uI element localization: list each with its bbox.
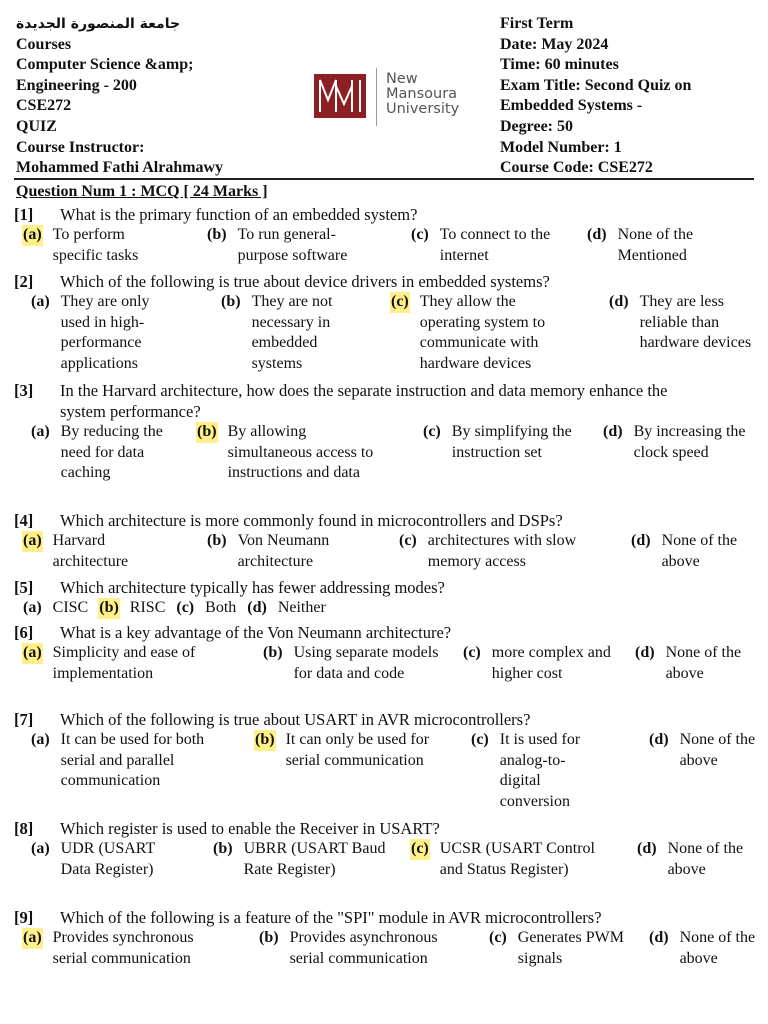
question-text: Which of the following is a feature of the "SPI" module in AVR microcontrollers?: [60, 908, 602, 927]
question-number: [7]: [14, 710, 34, 729]
option-letter: (d): [247, 599, 267, 616]
answer-option[interactable]: [212, 839, 392, 880]
option-letter: (a): [31, 423, 50, 440]
option-letter-correct: (c): [410, 839, 430, 860]
question-4: [14, 510, 754, 575]
answer-options: [14, 730, 754, 816]
question-number: [5]: [14, 578, 34, 597]
question-header: [14, 622, 754, 643]
option-letter-correct: (a): [22, 928, 43, 949]
answer-option[interactable]: [462, 643, 612, 684]
option-text: It is used for analog-to-digital conversion: [499, 731, 581, 810]
question-9: [14, 907, 754, 994]
question-7: [14, 709, 754, 816]
option-letter: (c): [463, 644, 481, 661]
answer-option[interactable]: [30, 292, 179, 374]
option-text: None of the Mentioned: [617, 226, 694, 264]
answer-options: [14, 643, 754, 707]
header-line: Degree: 50: [500, 117, 573, 135]
option-letter-correct: (a): [22, 225, 43, 246]
header-line: CSE272: [16, 97, 72, 115]
option-text: architectures with slow memory access: [427, 532, 577, 570]
header-line: Embedded Systems -: [500, 97, 643, 115]
option-text: CISC: [52, 599, 89, 616]
option-letter-correct: (b): [196, 422, 218, 443]
header-left: [16, 14, 316, 179]
option-text: Simplicity and ease of implementation: [52, 644, 196, 682]
option-text: They allow the operating system to communicate with hardware devices: [419, 293, 546, 372]
header-line: Computer Science &amp;: [16, 56, 194, 74]
option-text: To run general-purpose software: [237, 226, 348, 264]
option-letter: (b): [207, 532, 227, 549]
option-letter-correct: (c): [390, 292, 410, 313]
question-list: [14, 204, 754, 994]
logo-divider: [376, 68, 377, 126]
option-letter: (d): [631, 532, 651, 549]
question-number: [8]: [14, 819, 34, 838]
question-2: [14, 271, 754, 378]
option-text: It can only be used for serial communication: [285, 731, 430, 769]
header-line: First Term: [500, 15, 574, 32]
option-text: UCSR (USART Control and Status Register): [439, 840, 595, 878]
answer-option[interactable]: [98, 598, 165, 619]
option-text: By simplifying the instruction set: [451, 423, 572, 461]
answer-option[interactable]: [390, 292, 580, 374]
header-line: QUIZ: [16, 117, 57, 135]
question-header: [14, 907, 754, 928]
question-text: Which register is used to enable the Receiver in USART?: [60, 819, 440, 838]
answer-option[interactable]: [262, 643, 442, 684]
header-line: Date: May 2024: [500, 35, 609, 53]
option-text: It can be used for both serial and parallel communication: [60, 731, 205, 790]
question-6: [14, 622, 754, 707]
option-text: None of the above: [667, 840, 744, 878]
question-text: Which of the following is true about device drivers in embedded systems?: [60, 272, 550, 291]
answer-option[interactable]: [22, 225, 171, 266]
answer-option[interactable]: [175, 598, 236, 619]
answer-options: [14, 531, 754, 575]
question-text: Which architecture typically has fewer addressing modes?: [60, 578, 445, 597]
question-number: [3]: [14, 381, 34, 400]
question-number: [4]: [14, 511, 34, 530]
option-letter-correct: (a): [22, 643, 43, 664]
question-header: [14, 380, 754, 422]
answer-option[interactable]: [22, 928, 221, 969]
answer-option[interactable]: [22, 598, 88, 619]
option-text: By increasing the clock speed: [633, 423, 746, 461]
option-letter: (d): [609, 293, 629, 310]
option-letter: (b): [221, 293, 241, 310]
option-letter: (b): [263, 644, 283, 661]
option-text: Using separate models for data and code: [293, 644, 439, 682]
logo-line: University: [386, 101, 460, 117]
question-text: What is the primary function of an embedded system?: [60, 205, 418, 224]
question-text: What is a key advantage of the Von Neumann architecture?: [60, 623, 452, 642]
answer-option[interactable]: [648, 928, 760, 969]
option-text: To perform specific tasks: [52, 226, 139, 264]
university-arabic-name: جامعة المنصورة الجديدة: [16, 16, 181, 32]
answer-options: [14, 422, 754, 508]
exam-header: [14, 10, 754, 178]
option-text: Neither: [277, 599, 326, 616]
option-letter: (b): [259, 929, 279, 946]
answer-option[interactable]: [630, 531, 752, 572]
answer-option[interactable]: [30, 422, 169, 484]
answer-options: [14, 292, 754, 378]
answer-option[interactable]: [22, 531, 161, 572]
option-text: Provides synchronous serial communication: [52, 929, 194, 967]
header-line: Time: 60 minutes: [500, 56, 619, 74]
option-letter: (d): [635, 644, 655, 661]
option-letter: (d): [587, 226, 607, 243]
option-letter: (a): [31, 731, 50, 748]
question-header: [14, 709, 754, 730]
option-letter: (c): [489, 929, 507, 946]
header-line: Mohammed Fathi Alrahmawy: [16, 159, 224, 177]
option-text: They are only used in high-performance applications: [60, 293, 150, 372]
header-line: Courses: [16, 35, 72, 53]
option-text: Von Neumann architecture: [237, 532, 330, 570]
answer-option[interactable]: [206, 225, 376, 266]
answer-option[interactable]: [636, 839, 758, 880]
answer-option[interactable]: [196, 422, 392, 484]
option-letter: (d): [637, 840, 657, 857]
question-1: [14, 204, 754, 269]
answer-options: [14, 839, 754, 905]
option-letter-correct: (b): [98, 598, 120, 619]
question-header: [14, 510, 754, 531]
answer-option[interactable]: [258, 928, 462, 969]
option-text: None of the above: [665, 644, 742, 682]
answer-options: [14, 928, 754, 994]
option-letter: (d): [603, 423, 623, 440]
option-text: UBRR (USART Baud Rate Register): [243, 840, 386, 878]
answer-option[interactable]: [220, 292, 362, 374]
option-letter: (d): [649, 731, 669, 748]
option-text: None of the above: [679, 731, 756, 769]
option-letter: (a): [31, 293, 50, 310]
answer-option[interactable]: [30, 839, 189, 880]
option-text: By allowing simultaneous access to instructions and data: [227, 423, 374, 482]
option-text: Harvard architecture: [52, 532, 129, 570]
logo-text: [386, 72, 459, 117]
logo-line: Mansoura: [386, 86, 458, 102]
header-line: Model Number: 1: [500, 138, 622, 156]
question-text: Which architecture is more commonly found in microcontrollers and DSPs?: [60, 511, 563, 530]
option-text: UDR (USART Data Register): [60, 840, 155, 878]
header-line: Exam Title: Second Quiz on: [500, 76, 692, 94]
option-text: Provides asynchronous serial communication: [289, 929, 438, 967]
option-letter-correct: (a): [22, 531, 43, 552]
option-letter: (c): [411, 226, 429, 243]
header-line: Course Instructor:: [16, 138, 145, 156]
section-title: Question Num 1 : MCQ [ 24 Marks ]: [16, 183, 268, 200]
answer-option[interactable]: [634, 643, 756, 684]
answer-option[interactable]: [586, 225, 748, 266]
answer-option[interactable]: [470, 730, 604, 812]
answer-options: [14, 225, 754, 269]
header-line: Engineering - 200: [16, 76, 137, 94]
option-text: Generates PWM signals: [517, 929, 624, 967]
question-text: In the Harvard architecture, how does the separate instruction and data memory enhance the system performance?: [60, 381, 668, 421]
option-text: To connect to the internet: [439, 226, 551, 264]
answer-option[interactable]: [398, 531, 606, 572]
option-letter-correct: (b): [254, 730, 276, 751]
option-letter: (a): [31, 840, 50, 857]
answer-option[interactable]: [422, 422, 576, 463]
answer-option[interactable]: [608, 292, 752, 354]
option-text: RISC: [129, 599, 166, 616]
answer-option[interactable]: [648, 730, 760, 771]
answer-option[interactable]: [410, 839, 600, 880]
header-right: [500, 14, 768, 179]
option-letter: (c): [399, 532, 417, 549]
question-number: [6]: [14, 623, 34, 642]
option-text: Both: [205, 599, 237, 616]
option-letter: (c): [423, 423, 441, 440]
question-header: [14, 271, 754, 292]
option-letter: (b): [213, 840, 233, 857]
answer-option[interactable]: [30, 730, 211, 792]
answer-option[interactable]: [246, 598, 326, 619]
question-3: [14, 380, 754, 508]
inline-options: [22, 598, 336, 619]
answer-option[interactable]: [206, 531, 338, 572]
university-logo: [314, 68, 484, 126]
option-text: None of the above: [679, 929, 756, 967]
question-8: [14, 818, 754, 905]
option-text: more complex and higher cost: [491, 644, 611, 682]
question-5: [14, 577, 754, 620]
answer-option[interactable]: [254, 730, 446, 771]
option-text: They are less reliable than hardware devices: [639, 293, 752, 352]
option-letter: (b): [207, 226, 227, 243]
answer-option[interactable]: [602, 422, 746, 463]
question-number: [1]: [14, 205, 34, 224]
option-text: They are not necessary in embedded systems: [251, 293, 333, 372]
question-text: Which of the following is true about USART in AVR microcontrollers?: [60, 710, 531, 729]
question-header: [14, 577, 754, 598]
answer-option[interactable]: [22, 643, 237, 684]
answer-option[interactable]: [410, 225, 560, 266]
question-header: [14, 204, 754, 225]
option-letter: (c): [176, 599, 195, 616]
option-letter: (d): [649, 929, 669, 946]
header-line: Course Code: CSE272: [500, 159, 653, 177]
question-header: [14, 818, 754, 839]
logo-line: New: [386, 71, 418, 87]
option-letter: (a): [23, 599, 42, 616]
question-number: [2]: [14, 272, 34, 291]
answer-options: [14, 598, 754, 620]
option-text: By reducing the need for data caching: [60, 423, 163, 482]
option-letter: (c): [471, 731, 489, 748]
answer-option[interactable]: [488, 928, 630, 969]
option-text: None of the above: [661, 532, 738, 570]
question-number: [9]: [14, 908, 34, 927]
nmu-logo-icon: [314, 74, 366, 118]
